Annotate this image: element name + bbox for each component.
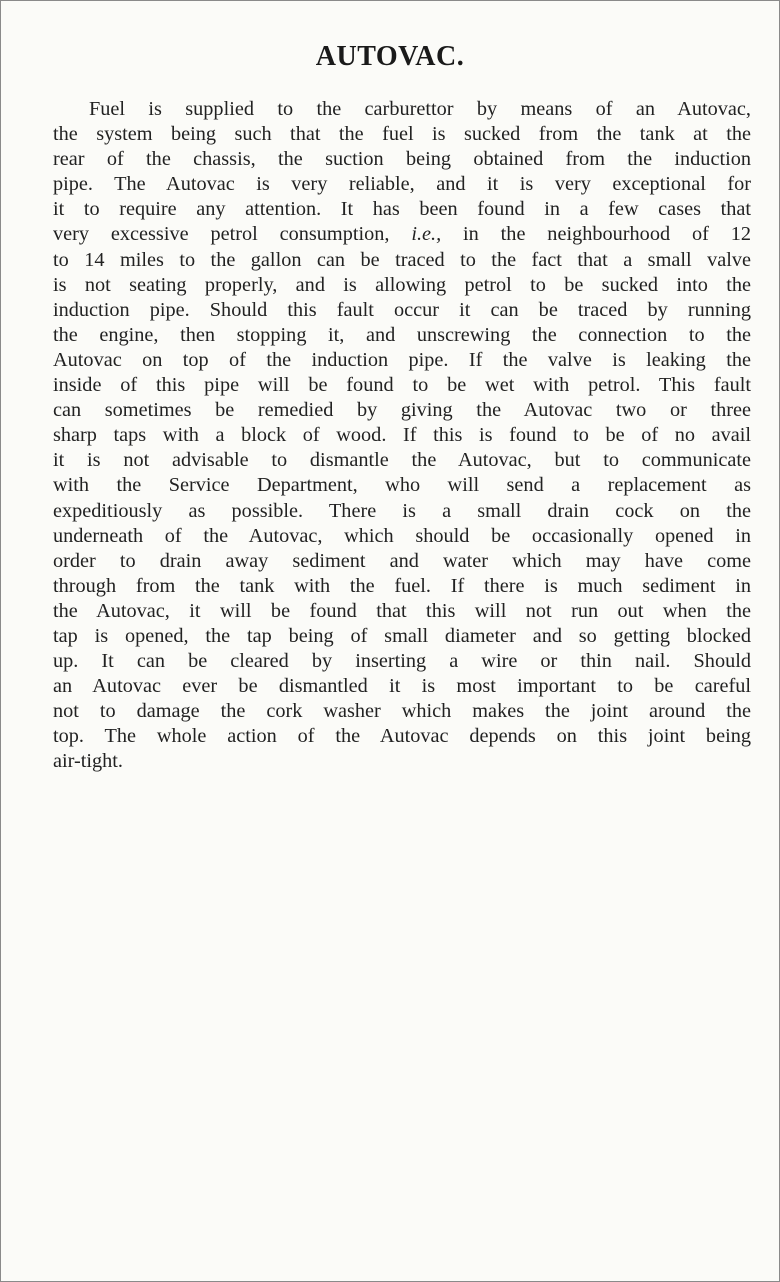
text-line: air-tight.	[53, 750, 123, 773]
text-line: the Autovac, it will be found that this will not run out when the	[53, 599, 751, 622]
text-line: top. The whole action of the Autovac depends on this joint being	[53, 725, 751, 748]
text-line: not to damage the cork washer which makes the joint around the	[53, 700, 751, 723]
text-line: rear of the chassis, the suction being obtained from the induction	[53, 148, 751, 171]
italic-abbreviation: i.e.,	[411, 223, 442, 246]
text-line: the system being such that the fuel is sucked from the tank at the	[53, 123, 751, 146]
text-line: is not seating properly, and is allowing petrol to be sucked into the	[53, 273, 751, 296]
text-line: it to require any attention. It has been found in a few cases that	[53, 198, 751, 221]
text-line: to 14 miles to the gallon can be traced to the fact that a small valve	[53, 248, 751, 271]
text-line: can sometimes be remedied by giving the Autovac two or three	[53, 399, 751, 422]
text-line	[53, 222, 751, 247]
text-line: Autovac on top of the induction pipe. If the valve is leaking the	[53, 348, 751, 371]
text-line: an Autovac ever be dismantled it is most important to be careful	[53, 675, 751, 698]
text-line: pipe. The Autovac is very reliable, and it is very exceptional for	[53, 173, 751, 196]
text-line: it is not advisable to dismantle the Autovac, but to communicate	[53, 449, 751, 472]
text-line: with the Service Department, who will send a replacement as	[53, 474, 751, 497]
page-title: AUTOVAC.	[315, 41, 465, 72]
text-line: underneath of the Autovac, which should be occasionally opened in	[53, 524, 751, 547]
text-line: inside of this pipe will be found to be wet with petrol. This fault	[53, 374, 751, 397]
text-segment: in the neighbourhood of 12	[463, 223, 751, 246]
body-paragraph	[53, 97, 751, 775]
text-line: tap is opened, the tap being of small diameter and so getting blocked	[53, 624, 751, 647]
text-line: order to drain away sediment and water which may have come	[53, 549, 751, 572]
text-line: induction pipe. Should this fault occur it can be traced by running	[53, 298, 751, 321]
text-segment: very excessive petrol consumption,	[53, 223, 390, 246]
text-line: through from the tank with the fuel. If there is much sediment in	[53, 574, 751, 597]
text-line: sharp taps with a block of wood. If this is found to be of no avail	[53, 424, 751, 447]
text-line: the engine, then stopping it, and unscrewing the connection to the	[53, 323, 751, 346]
text-line: up. It can be cleared by inserting a wire or thin nail. Should	[53, 650, 751, 673]
text-line: expeditiously as possible. There is a small drain cock on the	[53, 499, 751, 522]
text-line: Fuel is supplied to the carburettor by means of an Autovac,	[89, 98, 751, 120]
